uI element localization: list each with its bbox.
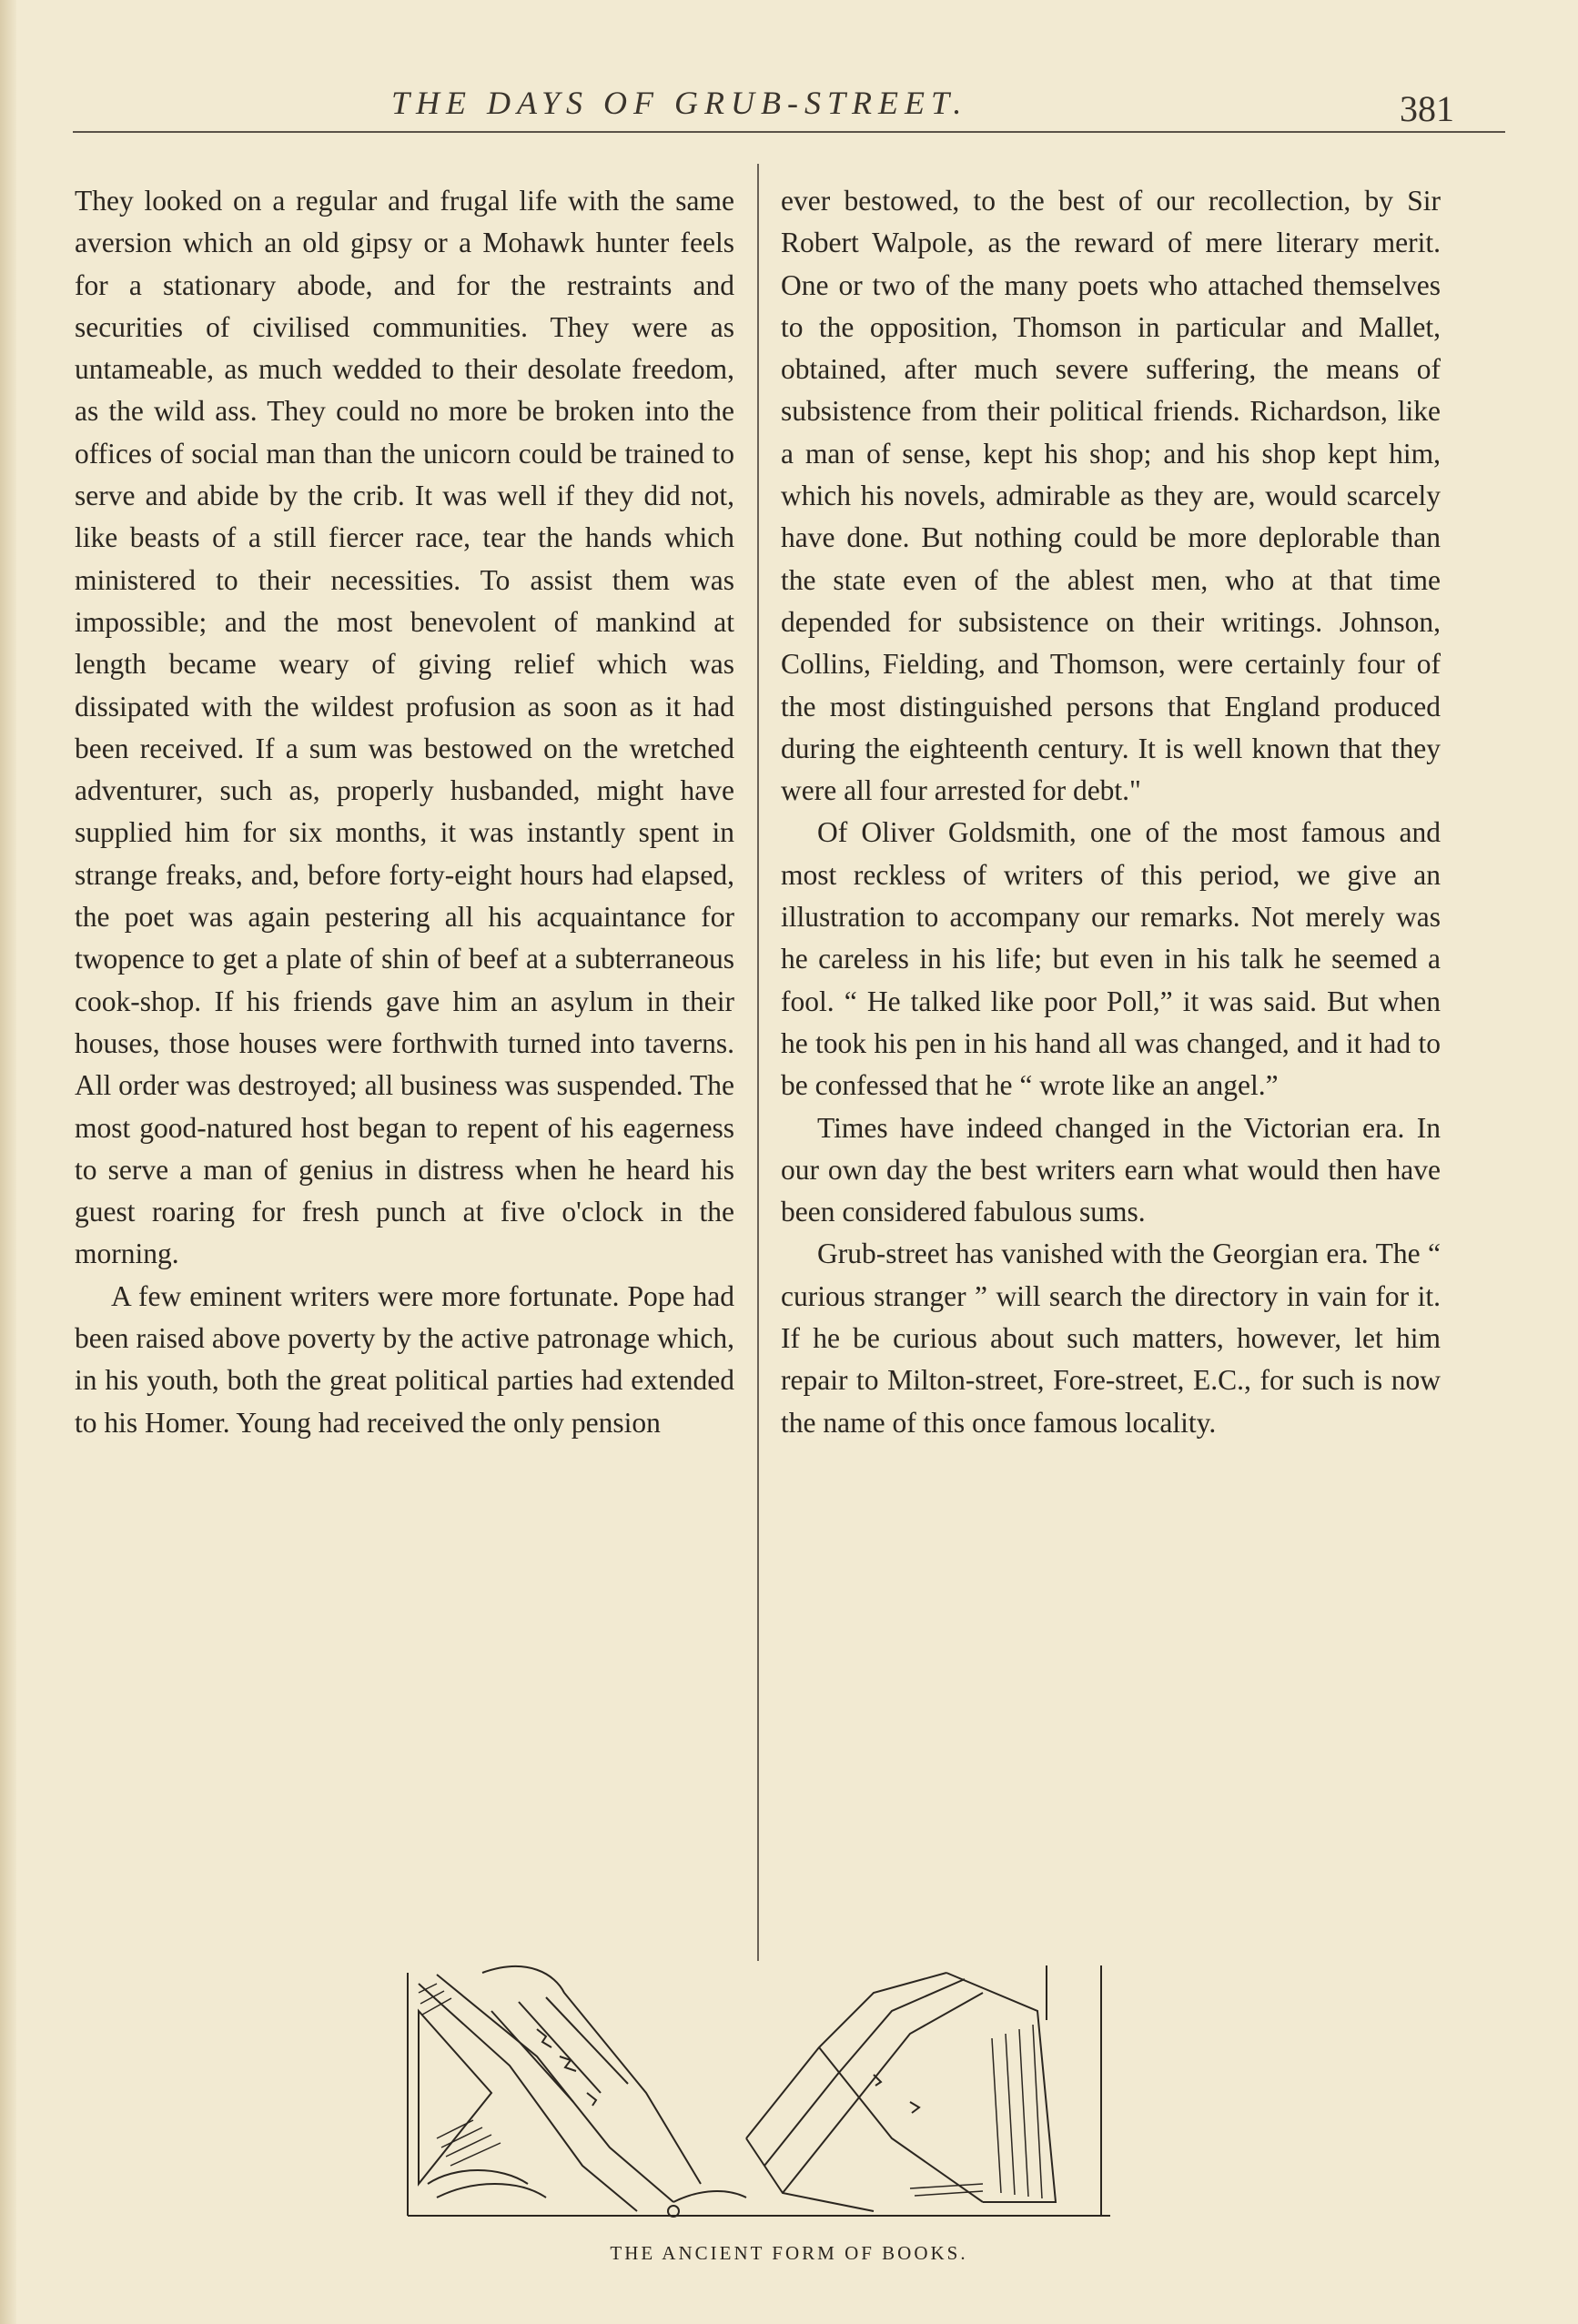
running-title: THE DAYS OF GRUB-STREET. [391,85,968,121]
right-paragraph-3: Times have indeed changed in the Victorian era. In our own day the best writers earn what would then have been considered fabulous sums. [781,1111,1441,1228]
header-rule [73,131,1505,133]
left-column [75,180,734,1444]
page-edge-shadow [0,0,16,2324]
illustration-caption: THE ANCIENT FORM OF BOOKS. [610,2242,968,2264]
left-paragraph-2: A few eminent writers were more fortunate. Pope had been raised above poverty by the active patronage which, in his youth, both the great political parties had extended to his Homer. Young had received the only pension [75,1279,734,1439]
right-column [781,180,1441,1444]
page-number: 381 [1400,88,1454,129]
page-header [73,84,1505,138]
right-paragraph-4: Grub-street has vanished with the Georgian era. The “ curious stranger ” will search the directory in vain for it. If he be curious about such matters, however, let him repair to Milton-street, Fore-street, E.C., for such is now the name of this once famous locality. [781,1238,1441,1439]
right-paragraph-2: Of Oliver Goldsmith, one of the most famous and most reckless of writers of this period, we give an illustration to accompany our remarks. Not merely was he careless in his life; but even in his talk he seemed a fool. “ He talked like poor Poll,” it was said. But when he took his pen in his hand all was changed, and it had to be confessed that he “ wrote like an angel.” [781,816,1441,1102]
right-paragraph-1: ever bestowed, to the best of our recollection, by Sir Robert Walpole, as the reward of mere literary merit. One or two of the many poets who attached themselves to the opposition, Thomson in particular and Mallet, obtained, after much severe suffering, the means of subsistence from their political friends. Richardson, like a man of sense, kept his shop; and his shop kept him, which his novels, admirable as they are, would scarcely have done. But nothing could be more deplorable than the state even of the ablest men, who at that time depended for subsistence on their writings. Johnson, Collins, Fielding, and Thomson, were certainly four of the most distinguished persons that England produced during the eighteenth century. It is well known that they were all four arrested for debt." [781,185,1441,807]
left-paragraph-1: They looked on a regular and frugal life with the same aversion which an old gipsy or a Mohawk hunter feels for a stationary abode, and for the restraints and securities of civilised communities. They were as untameable, as much wedded to their desolate freedom, as the wild ass. They could no more be broken into the offices of social man than the unicorn could be trained to serve and abide by the crib. It was well if they did not, like beasts of a still fiercer race, tear the hands which ministered to their necessities. To assist them was impossible; and the most benevolent of mankind at length became weary of giving relief which was dissipated with the wildest profusion as soon as it had been received. If a sum was bestowed on the wretched adventurer, such as, properly husbanded, might have supplied him for six months, it was instantly spent in strange freaks, and, before forty-eight hours had elapsed, the poet was again pestering all his acquaintance for twopence to get a plate of shin of beef at a subterraneous cook-shop. If his friends gave him an asylum in their houses, those houses were forthwith turned into taverns. All order was destroyed; all business was suspended. The most good-natured host began to repent of his eagerness to serve a man of genius in distress when he heard his guest roaring for fresh punch at five o'clock in the morning. [75,185,734,1270]
column-divider [757,164,759,1961]
ancient-books-illustration [400,1956,1119,2225]
